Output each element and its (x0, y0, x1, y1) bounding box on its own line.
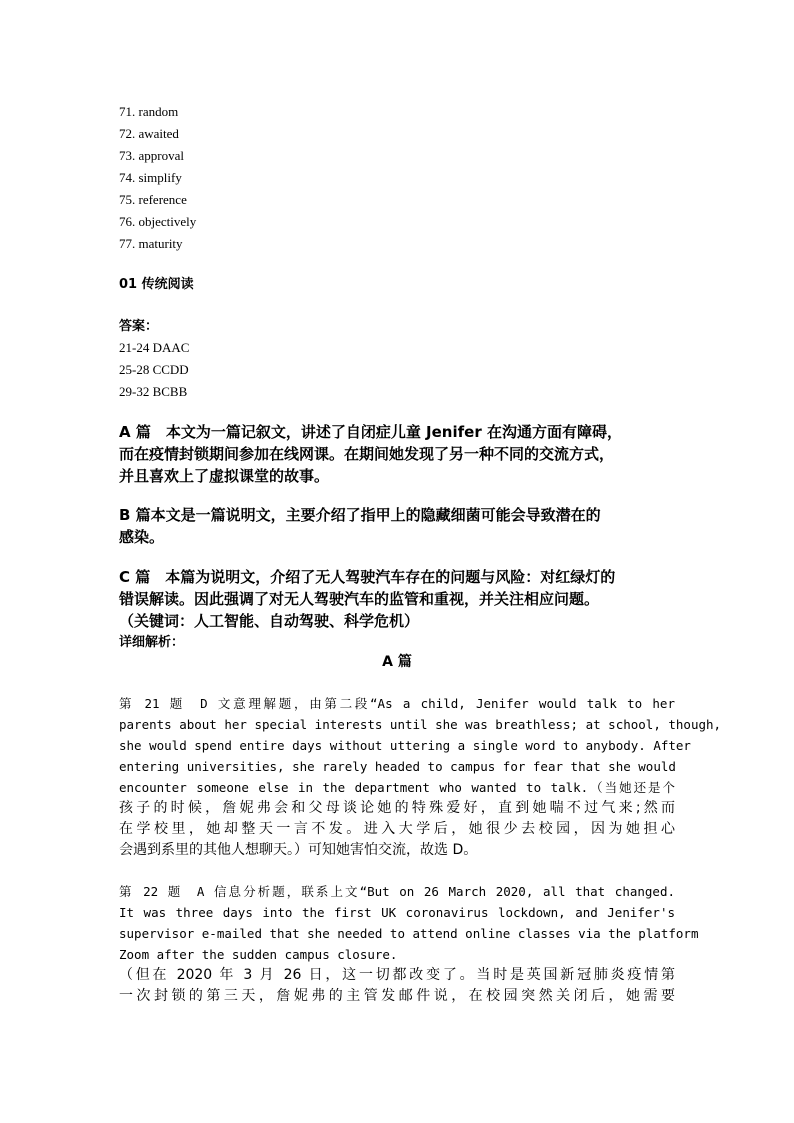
answer-item: 21-24 DAAC (119, 340, 190, 355)
summary-line: B 篇本文是一篇说明文，主要介绍了指甲上的隐藏细菌可能会导致潜在的 (119, 506, 601, 524)
vocab-answer-list (119, 101, 196, 255)
vocab-item: 71. random (119, 104, 179, 119)
summary-line: A 篇 本文为一篇记叙文，讲述了自闭症儿童 Jenifer 在沟通方面有障碍， (119, 423, 622, 441)
summary-passage-b (119, 504, 689, 548)
para-line: 第 21 题 D 文意理解题，由第二段“As a child, Jenifer would talk to her (119, 696, 675, 711)
para-line: parents about her special interests until she was breathless; at school, though, (119, 717, 722, 732)
detail-analysis-label: 详细解析： (119, 635, 185, 650)
part-a-title: A 篇 (382, 654, 412, 670)
answer-item: 25-28 CCDD (119, 362, 189, 377)
vocab-item: 75. reference (119, 192, 187, 207)
para-line: 在学校里，她却整天一言不发。进入大学后，她很少去校园，因为她担心 (119, 821, 675, 837)
para-line: encounter someone else in the department who wanted to talk.（当她还是个 (119, 780, 675, 795)
summary-line: 而在疫情封锁期间参加在线网课。在期间她发现了另一种不同的交流方式， (119, 445, 615, 463)
summary-line: 并且喜欢上了虚拟课堂的故事。 (119, 467, 330, 485)
summary-line: 错误解读。因此强调了对无人驾驶汽车的监管和重视，并关注相应问题。 (119, 590, 600, 608)
para-line: supervisor e-mailed that she needed to attend online classes via the platform (119, 926, 699, 941)
para-line: she would spend entire days without uttering a single word to anybody. After (119, 738, 691, 753)
para-line: Zoom after the sudden campus closure. (119, 947, 398, 962)
section-title: 01 传统阅读 (119, 277, 194, 292)
para-line: （但在 2020 年 3 月 26 日，这一切都改变了。当时是英国新冠肺炎疫情第 (119, 967, 675, 983)
para-line: entering universities, she rarely headed to campus for fear that she would (119, 759, 676, 774)
question-22-analysis (119, 881, 699, 1007)
para-line: 一次封锁的第三天，詹妮弗的主管发邮件说，在校园突然关闭后，她需要 (119, 988, 675, 1004)
summary-passage-c (119, 566, 689, 632)
vocab-item: 72. awaited (119, 126, 179, 141)
vocab-item: 76. objectively (119, 214, 197, 229)
para-line: 会遇到系里的其他人想聊天。）可知她害怕交流，故选 D。 (119, 842, 478, 858)
summary-passage-a (119, 421, 689, 487)
summary-line: （关键词：人工智能、自动驾驶、科学危机） (119, 612, 420, 630)
para-line: 第 22 题 A 信息分析题，联系上文“But on 26 March 2020, all that changed. (119, 884, 675, 899)
answer-item: 29-32 BCBB (119, 384, 188, 399)
summary-line: 感染。 (119, 528, 165, 546)
question-21-analysis (119, 693, 722, 861)
vocab-item: 74. simplify (119, 170, 182, 185)
answers-label: 答案： (119, 319, 159, 334)
para-line: It was three days into the first UK coronavirus lockdown, and Jenifer's (119, 905, 675, 920)
summary-line: C 篇 本篇为说明文，介绍了无人驾驶汽车存在的问题与风险：对红绿灯的 (119, 568, 616, 586)
vocab-item: 73. approval (119, 148, 184, 163)
answer-key-list (119, 337, 189, 403)
para-line: 孩子的时候，詹妮弗会和父母谈论她的特殊爱好，直到她喘不过气来;然而 (119, 800, 675, 816)
vocab-item: 77. maturity (119, 236, 183, 251)
